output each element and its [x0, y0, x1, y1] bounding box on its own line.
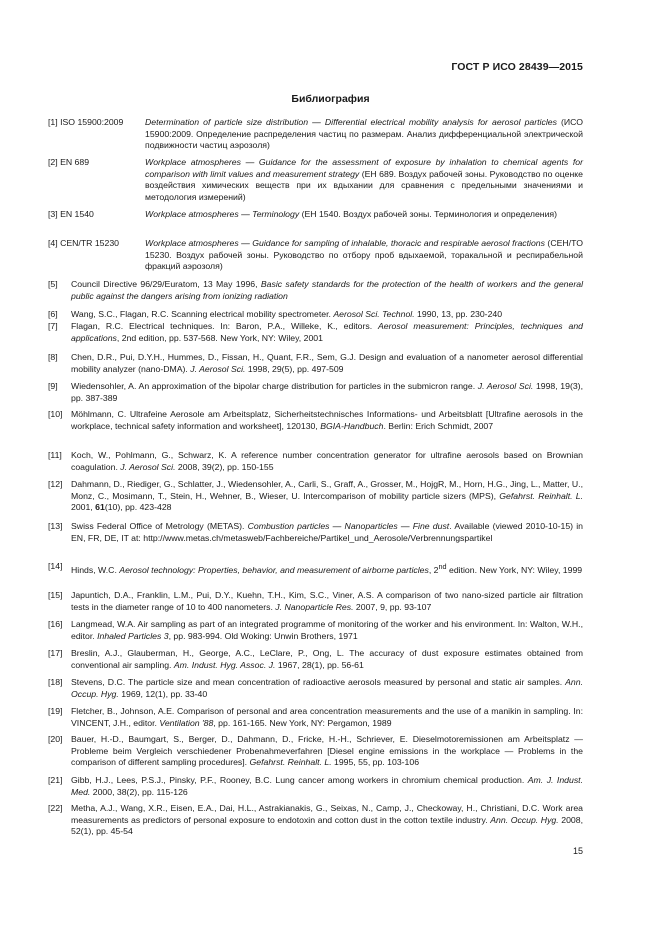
reference-number: [1] ISO 15900:2009 [48, 117, 124, 127]
reference-number: [9] [48, 381, 58, 391]
reference-text: Metha, A.J., Wang, X.R., Eisen, E.A., Dai, H.L., Astrakianakis, G., Seixas, N., Camp, J., Checkoway, H., Christiani, D.C. Work area measurements as predictors of personal exposure to endotoxin and cotton dust in the cotton textile industry. Ann. Occup. Hyg. 2008, 52(1), pp. 45-54 [71, 803, 583, 837]
reference-text: Gibb, H.J., Lees, P.S.J., Pinsky, P.F., Rooney, B.C. Lung cancer among workers in chromium chemical production. Am. J. Indust. Med. 2000, 38(2), pp. 115-126 [71, 775, 584, 797]
reference-text: Dahmann, D., Riediger, G., Schlatter, J., Wiedensohler, A., Carli, S., Graff, A., Grosser, M., HojgR, M., Horn, H.G., Jing, L., Matter, U., Monz, C., Mosimann, T., Stein, H., Wehner, B., Wieser, U. Intercomparison of mobility particle sizers (MPS), Gefahrst. Reinhalt. L. 2001, 61(10), pp. 423-428 [71, 479, 584, 513]
reference-text: Swiss Federal Office of Metrology (METAS). Combustion particles — Nanoparticles — Fine dust. Available (viewed 2010-10-15) in EN, FR, DE, IT at: http://www.metas.ch/metasweb/Fachbereiche/Partikel_und_Aerosole/Verbrennungspartikel [71, 521, 583, 543]
reference-number: [5] [48, 279, 58, 289]
reference-text: Bauer, H.-D., Baumgart, S., Berger, D., Dahmann, D., Fricke, H.-H., Schriever, E. Dieselmotoremissionen am Arbeitsplatz — Probleme beim Vergleich verschiedener Probenahmeverfahren [Diesel engine emissions in the workplace — Problems in the comparison of different sampling procedures]. Gefahrst. Reinhalt. L. 1995, 55, pp. 103-106 [71, 734, 583, 768]
reference-text: Breslin, A.J., Glauberman, H., George, A.C., LeClare, P., Ong, L. The accuracy of dust exposure estimates obtained from conventional air sampling. Am. Indust. Hyg. Assoc. J. 1967, 28(1), pp. 56-61 [71, 648, 583, 670]
reference-number: [3] EN 1540 [48, 209, 94, 219]
reference-number: [12] [48, 479, 63, 489]
reference-number: [18] [48, 677, 63, 687]
reference-number: [19] [48, 706, 63, 716]
reference-number: [6] [48, 309, 58, 319]
reference-text: Flagan, R.C. Electrical techniques. In: Baron, P.A., Willeke, K., editors. Aerosol measurement: Principles, techniques and applications, 2nd edition, pp. 537-568. New York, NY: Wiley, 2001 [71, 321, 583, 343]
reference-number: [7] [48, 321, 58, 331]
reference-text: Determination of particle size distribution — Differential electrical mobility analysis for aerosol particles (ИСО 15900:2009. Определение распределения частиц по размерам. Анализ дифференциальной электрической подвижности частиц аэрозоля) [145, 117, 583, 151]
reference-number: [4] CEN/TR 15230 [48, 238, 119, 248]
reference-number: [16] [48, 619, 63, 629]
bibliography-title: Библиография [291, 93, 370, 105]
reference-text: Workplace atmospheres — Terminology (EH 1540. Воздух рабочей зоны. Терминология и определения) [145, 209, 558, 219]
reference-text: Wang, S.C., Flagan, R.C. Scanning electrical mobility spectrometer. Aerosol Sci. Technol. 1990, 13, pp. 230-240 [71, 309, 503, 319]
reference-number: [8] [48, 352, 58, 362]
reference-number: [2] EN 689 [48, 157, 90, 167]
reference-text: Wiedensohler, A. An approximation of the bipolar charge distribution for particles in the submicron range. J. Aerosol Sci. 1998, 19(3), pp. 387-389 [71, 381, 583, 403]
page-number: 15 [572, 846, 583, 856]
reference-text: Hinds, W.C. Aerosol technology: Properties, behavior, and measurement of airborne particles, 2nd edition. New York, NY: Wiley, 1999 [71, 562, 583, 575]
reference-number: [10] [48, 409, 63, 419]
reference-number: [11] [48, 450, 62, 460]
reference-text: Möhlmann, C. Ultrafeine Aerosole am Arbeitsplatz, Sicherheitstechnisches Informations- und Arbeitsblatt [Ultrafine aerosols in the workplace, technical safety information and worksheet], 120130, BGIA-Handbuch. Berlin: Erich Schmidt, 2007 [71, 409, 583, 431]
reference-number: [21] [48, 775, 63, 785]
reference-text: Japuntich, D.A., Franklin, L.M., Pui, D.Y., Kuehn, T.H., Kim, S.C., Viner, A.S. A comparison of two nano-sized particle air filtration tests in the diameter range of 10 to 400 nanometers. J. Nanoparticle Res. 2007, 9, pp. 93-107 [71, 590, 583, 612]
reference-text: Koch, W., Pohlmann, G., Schwarz, K. A reference number concentration generator for ultrafine aerosols based on Brownian coagulation. J. Aerosol Sci. 2008, 39(2), pp. 150-155 [71, 450, 583, 472]
reference-text: Fletcher, B., Johnson, A.E. Comparison of personal and area concentration measurements and the use of a manikin in sampling. In: VINCENT, J.H., editor. Ventilation '88, pp. 161-165. New York, NY: Pergamon, 1989 [71, 706, 583, 728]
reference-number: [22] [48, 803, 63, 813]
reference-text: Stevens, D.C. The particle size and mean concentration of radioactive aerosols measured by personal and static air samples. Ann. Occup. Hyg. 1969, 12(1), pp. 33-40 [71, 677, 583, 699]
standard-code-header: ГОСТ Р ИСО 28439—2015 [451, 61, 583, 73]
reference-text: Workplace atmospheres — Guidance for the assessment of exposure by inhalation to chemical agents for comparison with limit values and measurement strategy (EH 689. Воздух рабочей зоны. Руководство по оценке воздействия химических веществ при их вдыхании для сравнения с предельными значениями и методология измерений) [145, 157, 583, 202]
reference-number: [13] [48, 521, 63, 531]
reference-number: [20] [48, 734, 63, 744]
reference-number: [17] [48, 648, 63, 658]
reference-text: Chen, D.R., Pui, D.Y.H., Hummes, D., Fissan, H., Quant, F.R., Sem, G.J. Design and evaluation of a nanometer aerosol differential mobility analyzer (nano-DMA). J. Aerosol Sci. 1998, 29(5), pp. 497-509 [71, 352, 583, 374]
reference-text: Langmead, W.A. Air sampling as part of an integrated programme of monitoring of the worker and his environment. In: Walton, W.H., editor. Inhaled Particles 3, pp. 983-994. Old Woking: Unwin Brothers, 1971 [71, 619, 583, 641]
reference-text: Council Directive 96/29/Euratom, 13 May 1996, Basic safety standards for the protection of the health of workers and the general public against the dangers arising from ionizing radiation [71, 279, 583, 301]
reference-number: [14] [48, 561, 63, 571]
reference-text: Workplace atmospheres — Guidance for sampling of inhalable, thoracic and respirable aerosol fractions (CEH/TO 15230. Воздух рабочей зоны. Руководство по отбору проб вдыхаемой, торакальной и респирабельной фракций аэрозоля) [145, 238, 583, 272]
reference-number: [15] [48, 590, 63, 600]
